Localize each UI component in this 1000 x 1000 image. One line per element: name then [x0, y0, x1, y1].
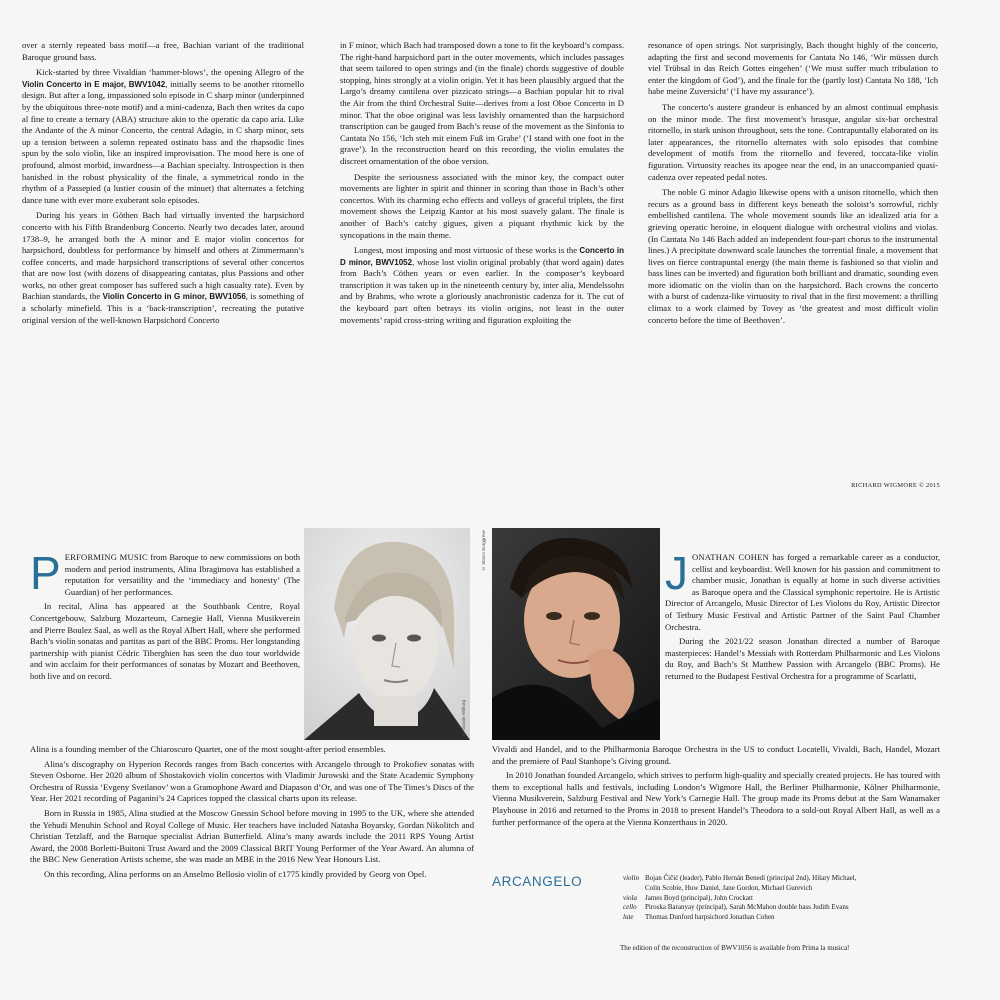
bio-paragraph: In recital, Alina has appeared at the Southbank Centre, Royal Concertgebouw, Salzburg Mozarteum, Carnegie Hall, Vienna Musikverein and Pierre Boulez Saal, as well as the Royal Albert Hall, where she performed Bach’s violin sonatas and partitas as part of the BBC Proms. Her longstanding partnership with pianist Cédric Tiberghien has seen the duo tour worldwide and win acclaim for their performances of sonatas by Mozart and Beethoven, both live and on record. — [30, 601, 300, 681]
notes-paragraph: During his years in Göthen Bach had virtually invented the harpsichord concerto with his Fifth Brandenburg Concerto. Nearly two decades later, around 1738–9, he arranged both the A minor and E major violin concertos for harpsichord, doubtless for performance by himself and others at Zimmermann’s coffee concerts, and made harpsichord transcriptions of several other concertos that are now lost (with dozens of disappearing cantatas, plus Passions and other works, no other great composer has suffered such a high casualty rate). Even by Bachian standards, the Violin Concerto in G minor, BWV1056, is something of a scholarly minefield. This is a ‘back-transcription’, recreating the putative original version of the well-known Harpsichord Concerto — [22, 210, 304, 325]
ensemble-name: ARCANGELO — [492, 874, 583, 889]
photo-credit-alina: © Sussie Ahlburg — [461, 700, 466, 737]
notes-paragraph: Longest, most imposing and most virtuosic of these works is the Concerto in D minor, BWV1052, whose lost violin original probably (that word again) dates from Bach’s Cöthen years or even earlier. In the composer’s keyboard transcription it was taken up in the nineteenth century by, inter alia, Mendelssohn and by Brahms, who wrote a gloriously anachronistic cadenza for it. The cut of the keyboard part often betrays its violin origins, not least in the outer movements’ rapid cross-string writing and figuration exploiting the — [340, 245, 625, 325]
notes-paragraph: over a sternly repeated bass motif—a free, Bachian variant of the traditional Baroque ground bass. — [22, 40, 304, 62]
roster-row: violin Bojan Čičić (leader), Pablo Hernán Benedí (principal 2nd), Hilary Michael, — [623, 874, 857, 882]
bio-alina — [30, 547, 300, 686]
notes-column-1 — [22, 40, 304, 330]
bio-jonathan-continued — [492, 744, 940, 831]
notes-paragraph: Despite the seriousness associated with the minor key, the compact outer movements are lighter in spirit and thinner in scoring than those in Bach’s other concertos. With its charming echo effects and volleys of graceful triplets, the first movement shows the Leipzig Kantor at his most suavely galant. The finale is another of Bach’s catchy gigues, given a piquant rhythmic kick by the syncopations in the main theme. — [340, 171, 624, 240]
bio-paragraph: On this recording, Alina performs on an Anselmo Bellosio violin of c1775 kindly provided by Georg von Opel. — [44, 868, 427, 879]
bio-paragraph: In 2010 Jonathan founded Arcangelo, which strives to perform high-quality and specially created projects. He has toured with them to exceptional halls and festivals, including London’s Wigmore Hall, the Berliner Philharmonie, Kölner Philharmonie, Vienna Musikverein, Salzburg Festival and New York’s Carnegie Hall. The group made its Proms debut at the Sam Wanamaker Playhouse in 2016 and returned to the Proms in 2018 to present Handel’s Theodora to a sold-out Royal Albert Hall, as well as a further performance of the opera at the Vienna Konzerthaus in 2020. — [492, 770, 940, 827]
photo-credit-jonathan: © Marco Borggreve — [481, 530, 486, 571]
roster-row: lute Thomas Dunford harpsichord Jonathan Cohen — [623, 913, 775, 922]
bio-paragraph: During the 2021/22 season Jonathan directed a number of Baroque masterpieces: Handel’s Messiah with Rotterdam Philharmonic and Les Violons du Roy, and Bach’s St Matthew Passion with Arcangelo (BBC Proms). He returned to the Budapest Festival Orchestra for a programme of Scarlatti, — [665, 636, 940, 681]
notes-paragraph: The concerto’s austere grandeur is enhanced by an almost continual emphasis on the minor mode. The first movement’s brusque, angular six-bar orchestral ritornello, in stark unison throughout, sets the tone. Contrapuntally elaborated on its later appearances, the ritornello alternates with solo episodes that combine development of motifs from the ritornello and fevered, toccata-like violin figuration. Virtuosity reaches its apogee near the end, in an unaccompanied quasi-cadenza over repeated pedal notes. — [648, 101, 938, 182]
bio-paragraph: JONATHAN COHEN has forged a remarkable career as a conductor, cellist and keyboardist. Well known for his passion and commitment to chamber music, Jonathan is equally at home in such diverse activities as Baroque opera and the Classical symphonic repertoire. He is Artistic Director of Arcangelo, Music Director of Les Violons du Roy, Artistic Director of Tetbury Music Festival and Artistic Partner of the Saint Paul Chamber Orchestra. — [665, 547, 940, 632]
edition-footnote: The edition of the reconstruction of BWV1056 is available from Prima la musica! — [620, 944, 850, 952]
bio-jonathan — [665, 547, 940, 686]
author-signature: RICHARD WIGMORE © 2015 — [851, 482, 940, 489]
notes-paragraph: Kick-started by three Vivaldian ‘hammer-blows’, the opening Allegro of the Violin Concerto in E major, BWV1042, initially seems to be another ritornello design. But after a long, impassioned solo episode in C sharp minor (underpinned by the ubiquitous three-note motif) and a mini-cadenza, Bach then writes da capo al fine to create a ternary (ABA) structure akin to the operatic da capo aria. Like the Andante of the A minor Concerto, the central Adagio, in C sharp minor, sets up a tension between a solemn repeated ostinato bass and the rhapsodic lines spun by the solo violin, like an inspired improvisation. The mood here is one of profound, almost morbid, inwardness—a Bachian specialty. Introspection is then banished in the robust physicality of the finale, a symmetrical rondo in the rhythm of a Passepied (a lustier cousin of the minuet) that alternates a fetching dance tune with ever more exuberant solo episodes. — [22, 67, 304, 205]
portrait-photo-jonathan — [492, 528, 660, 740]
notes-column-3 — [648, 40, 938, 330]
work-title: Concerto in D minor, BWV1052 — [340, 246, 624, 267]
notes-column-2 — [340, 40, 624, 330]
ensemble-roster — [623, 874, 943, 923]
bio-paragraph: Alina’s discography on Hyperion Records ranges from Bach concertos with Arcangelo through to Prokofiev sonatas with Steven Osborne. Her 2020 album of Shostakovich violin concertos with Vladimir Jurowski and the State Academic Symphony Orchestra of Russia ‘Evgeny Svetlanov’ won a Gramophone Award and Diapason d’Or, and was one of The Times’s Discs of the Year. Her 2021 recording of Paganini’s 24 Caprices topped the classical charts upon its release. — [30, 758, 474, 804]
roster-row: Colin Scobie, Huw Daniel, Jane Gordon, Michael Gurevich — [645, 883, 813, 892]
dropcap-letter: J — [665, 547, 688, 599]
bio-alina-continued — [30, 744, 474, 884]
bio-paragraph: Born in Russia in 1985, Alina studied at the Moscow Gnessin School before moving in 1995 to the UK, where she attended the Yehudi Menuhin School and Royal College of Music. Her teachers have included Natasha Boyarsky, Gordan Nikolitch and Christian Tetzlaff, and the Baroque specialist Adrian Butterfield. Alina’s many awards include the 2011 RPS Young Artist Award, the 2008 Borletti-Buitoni Trust Award and the 2009 Classical BRIT Young Performer of the Year Award. An alumna of the BBC New Generation Artists scheme, she was made an MBE in the 2016 New Year Honours List. — [30, 807, 474, 865]
bio-paragraph: Vivaldi and Handel, and to the Philharmonia Baroque Orchestra in the US to conduct Locatelli, Vivaldi, Bach, Handel, Mozart and the premiere of Paul Stanhope’s Giving ground. — [492, 744, 940, 766]
work-title: Violin Concerto in E major, BWV1042 — [22, 79, 166, 89]
roster-row: viola James Boyd (principal), John Crockatt — [623, 893, 753, 902]
bio-paragraph: PERFORMING MUSIC from Baroque to new commissions on both modern and period instruments, Alina Ibragimova has established a reputation for versatility and the ‘immediacy and honesty’ (The Guardian) of her performances. — [30, 547, 300, 599]
bio-paragraph: Alina is a founding member of the Chiaroscuro Quartet, one of the most sought-after period ensembles. — [30, 744, 386, 754]
roster-row: cello Piroska Baranyay (principal), Sarah McMahon double bass Judith Evans — [623, 903, 849, 912]
notes-paragraph: The noble G minor Adagio likewise opens with a unison ritornello, which then recurs as a ground bass in different keys beneath the soloist’s sorrowful, richly embellished cantilena. The whole movement sounds like an idealized aria for a grieving operatic heroine, in eloquent dialogue with orchestral violins and violas. (In Cantata No 146 Bach added an independent four-part chorus to the instrumental lines.) A precipitate downward scale launches the torrential finale, a movement that lives on fierce contrapuntal energy (the main theme is fashioned so that violin and bass lines can be inverted) and figuration both brilliant and dramatic, sounding even more idiomatic on the violin than on the harpsichord. Bach crowns the concerto with a burst of cadenza-like virtuosity to rival that in the first movement: a thrilling climax to a work claimed by Tovey as ‘the greatest and most difficult violin concerto before the time of Beethoven’. — [648, 187, 938, 325]
notes-paragraph: resonance of open strings. Not surprisingly, Bach thought highly of the concerto, adapting the first and second movements for Cantata No 146, ‘Wir müssen durch viel Trübsal in das Reich Gottes eingehen’ (‘We must suffer much tribulation to enter the kingdom of God’), and the finale for the (partly lost) Cantata No 188, ‘Ich habe meine Zuversicht’ (‘I have my assurance’). — [648, 40, 938, 97]
dropcap-letter: P — [30, 547, 61, 599]
work-title: Violin Concerto in G minor, BWV1056 — [102, 292, 246, 302]
notes-paragraph: in F minor, which Bach had transposed down a tone to fit the keyboard’s compass. The right-hand harpsichord part in the outer movements, which includes passages that seem tailored to open strings and (in the finale) chords suggestive of double stopping, hints strongly at a violin origin. Yet it has been plausibly argued that the Largo’s dreamy cantilena over pizzicato strings—a Bachian popular hit to rival the Air from the third Orchestral Suite—derives from a lost Oboe Concerto in D minor. That the oboe original was less lavishly ornamented than the harpsichord transcription can be gauged from Bach’s reuse of the movement as the Sinfonia to Cantata No 156, ‘Ich steh mit einem Fuß im Grabe’ (‘I stand with one foot in the grave’). In the reconstruction heard on this recording, the violin emulates the discreet ornamentation of the oboe version. — [340, 40, 624, 166]
portrait-photo-alina — [304, 528, 470, 740]
